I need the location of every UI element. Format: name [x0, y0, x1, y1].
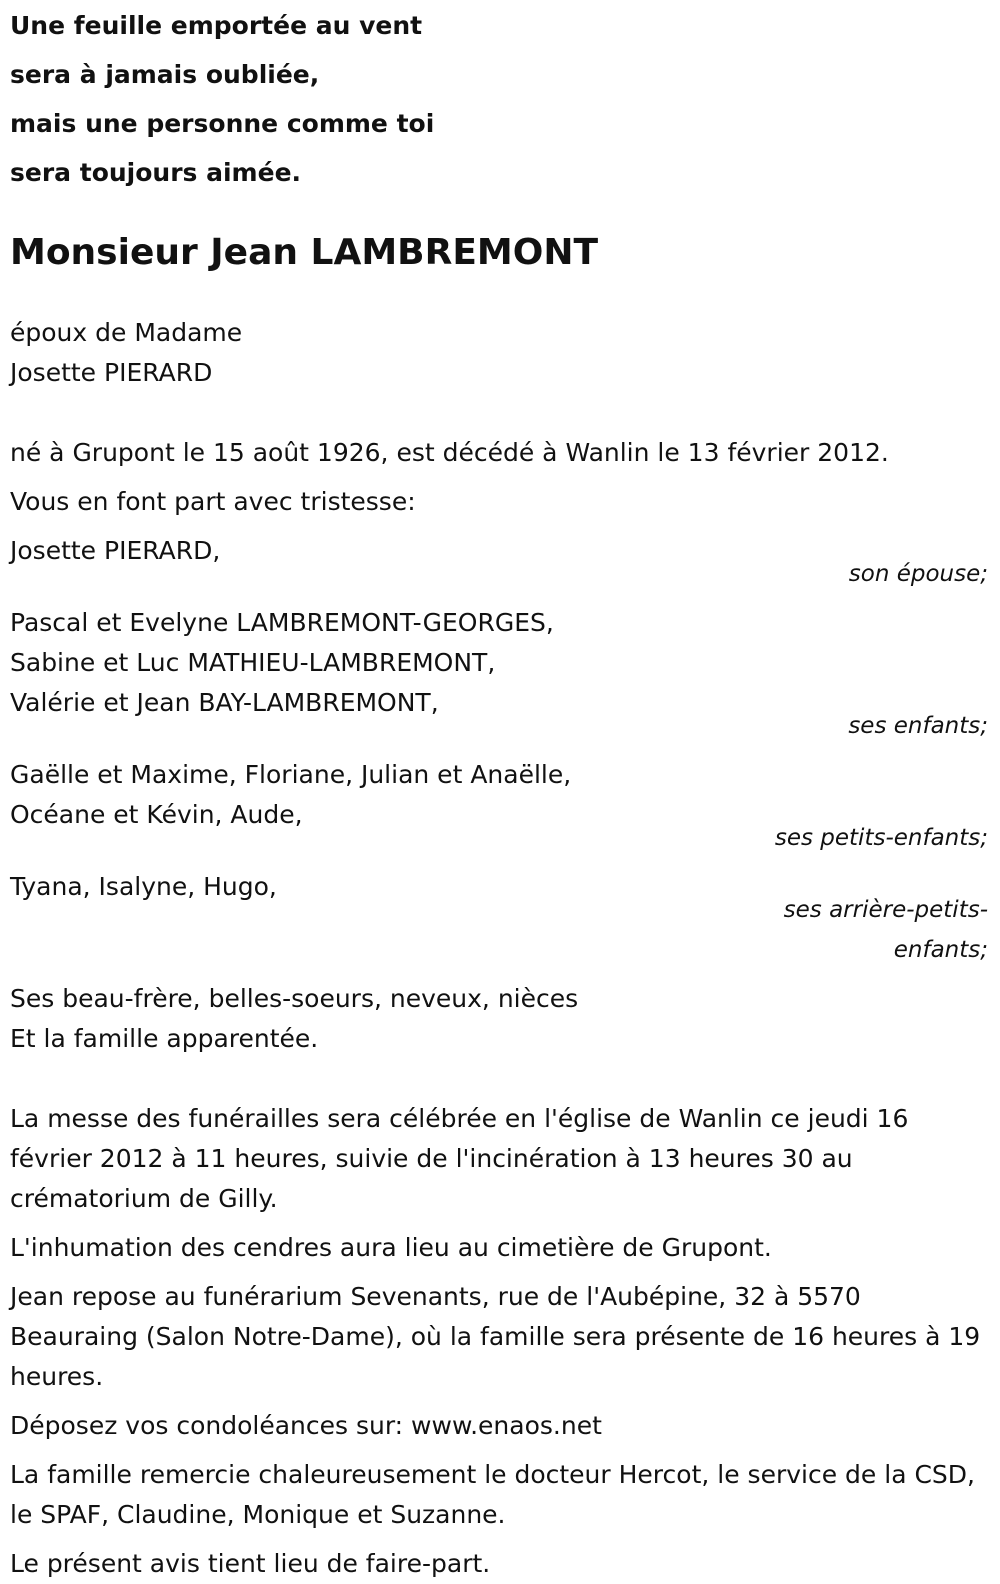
relative-names: Gaëlle et Maxime, Floriane, Julian et Anaëlle, — [10, 760, 572, 789]
poem-line: mais une personne comme toi — [10, 109, 435, 138]
obituary-notice — [10, 0, 988, 1584]
relative-role: enfants; — [893, 937, 988, 963]
relatives-group-spouse — [10, 531, 988, 594]
spouse-info — [10, 313, 988, 393]
deceased-name: Monsieur Jean LAMBREMONT — [10, 232, 599, 273]
relatives-group-children — [10, 603, 988, 746]
extended-family-line: Ses beau-frère, belles-soeurs, neveux, nièces — [10, 984, 579, 1013]
relative-names: Tyana, Isalyne, Hugo, — [10, 872, 277, 901]
extended-family-line: Et la famille apparentée. — [10, 1024, 319, 1053]
extended-family — [10, 979, 988, 1059]
notice-paragraph: Le présent avis tient lieu de faire-part. — [10, 1549, 491, 1578]
relative-role: ses enfants; — [848, 713, 988, 739]
poem-line: sera à jamais oubliée, — [10, 60, 320, 89]
spouse-line: époux de Madame — [10, 318, 243, 347]
relatives-group-great-grandchildren — [10, 867, 988, 970]
announcement-intro: Vous en font part avec tristesse: — [10, 487, 416, 516]
spouse-line: Josette PIERARD — [10, 358, 213, 387]
interment-paragraph: L'inhumation des cendres aura lieu au cimetière de Grupont. — [10, 1233, 772, 1262]
relative-names: Pascal et Evelyne LAMBREMONT-GEORGES, — [10, 608, 554, 637]
relative-role: ses arrière-petits- — [783, 897, 988, 923]
relative-names: Sabine et Luc MATHIEU-LAMBREMONT, — [10, 648, 496, 677]
relative-role: ses petits-enfants; — [774, 825, 988, 851]
poem-line: Une feuille emportée au vent — [10, 11, 423, 40]
relative-names: Océane et Kévin, Aude, — [10, 800, 303, 829]
poem — [10, 1, 988, 197]
poem-line: sera toujours aimée. — [10, 158, 302, 187]
condolences-paragraph: Déposez vos condoléances sur: www.enaos.net — [10, 1411, 602, 1440]
relative-names: Josette PIERARD, — [10, 536, 221, 565]
relative-names: Valérie et Jean BAY-LAMBREMONT, — [10, 688, 439, 717]
relative-role: son épouse; — [848, 561, 988, 587]
relatives-group-grandchildren — [10, 755, 988, 858]
birth-death-line: né à Grupont le 15 août 1926, est décédé à Wanlin le 13 février 2012. — [10, 438, 889, 467]
funeral-mass-paragraph: La messe des funérailles sera célébrée en l'église de Wanlin ce jeudi 16 février 2012 à 11 heures, suivie de l'incinération à 13 heures 30 au crématorium de Gilly. — [10, 1104, 909, 1213]
funeral-home-paragraph: Jean repose au funérarium Sevenants, rue de l'Aubépine, 32 à 5570 Beauraing (Salon Notre-Dame), où la famille sera présente de 16 heures à 19 heures. — [10, 1282, 981, 1391]
thanks-paragraph: La famille remercie chaleureusement le docteur Hercot, le service de la CSD, le SPAF, Claudine, Monique et Suzanne. — [10, 1460, 975, 1529]
